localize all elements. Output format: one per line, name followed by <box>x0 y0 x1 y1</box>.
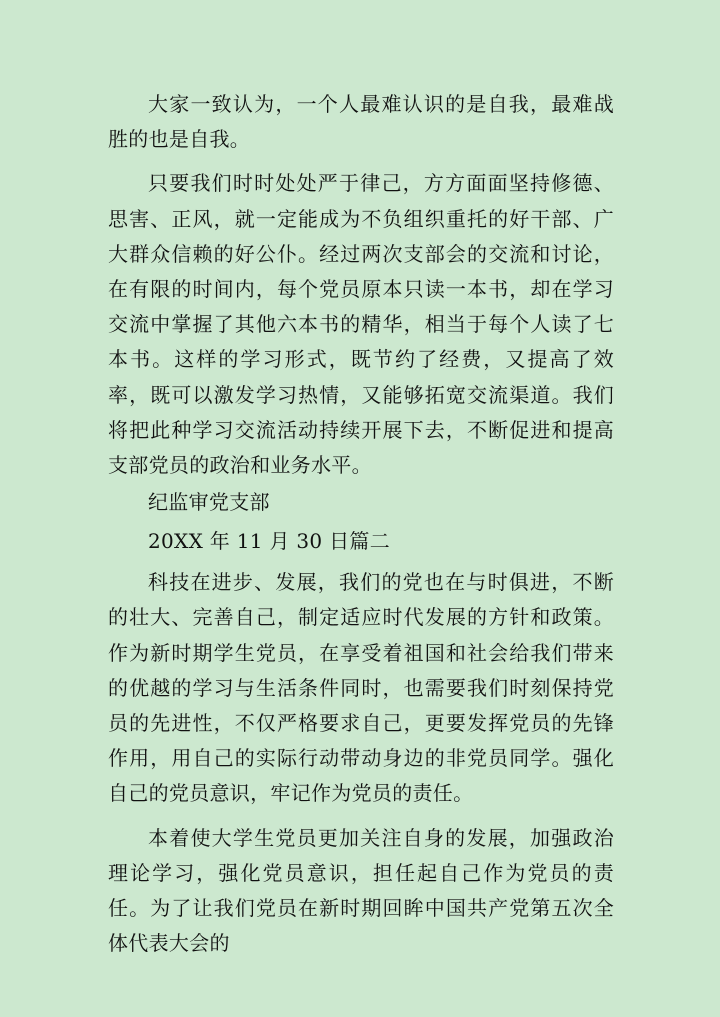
paragraph-party-members: 本着使大学生党员更加关注自身的发展，加强政治理论学习，强化党员意识，担任起自己作为党员的责任。为了让我们党员在新时期回眸中国共产党第五次全体代表大会的 <box>108 825 614 956</box>
paragraph-self-knowledge: 大家一致认为，一个人最难认识的是自我，最难战胜的也是自我。 <box>108 92 614 152</box>
date-line: 20XX 年 11 月 30 日篇二 <box>148 529 391 554</box>
document-page <box>108 87 614 970</box>
paragraph-discipline: 只要我们时时处处严于律己，方方面面坚持修德、思害、正风，就一定能成为不负组织重托的好干部、广大群众信赖的好公仆。经过两次支部会的交流和讨论，在有限的时间内，每个党员原本只读一本书，却在学习交流中掌握了其他六本书的精华，相当于每个人读了七本书。这样的学习形式，既节约了经费，又提高了效率，既可以激发学习热情，又能够拓宽交流渠道。我们将把此种学习交流活动持续开展下去，不断促进和提高支部党员的政治和业务水平。 <box>108 171 614 478</box>
signature-branch: 纪监审党支部 <box>148 490 270 515</box>
paragraph-progress: 科技在进步、发展，我们的党也在与时俱进，不断的壮大、完善自己，制定适应时代发展的方针和政策。作为新时期学生党员，在享受着祖国和社会给我们带来的优越的学习与生活条件同时，也需要我们时刻保持党员的先进性，不仅严格要求自己，更要发挥党员的先锋作用，用自己的实际行动带动身边的非党员同学。强化自己的党员意识，牢记作为党员的责任。 <box>108 570 614 806</box>
